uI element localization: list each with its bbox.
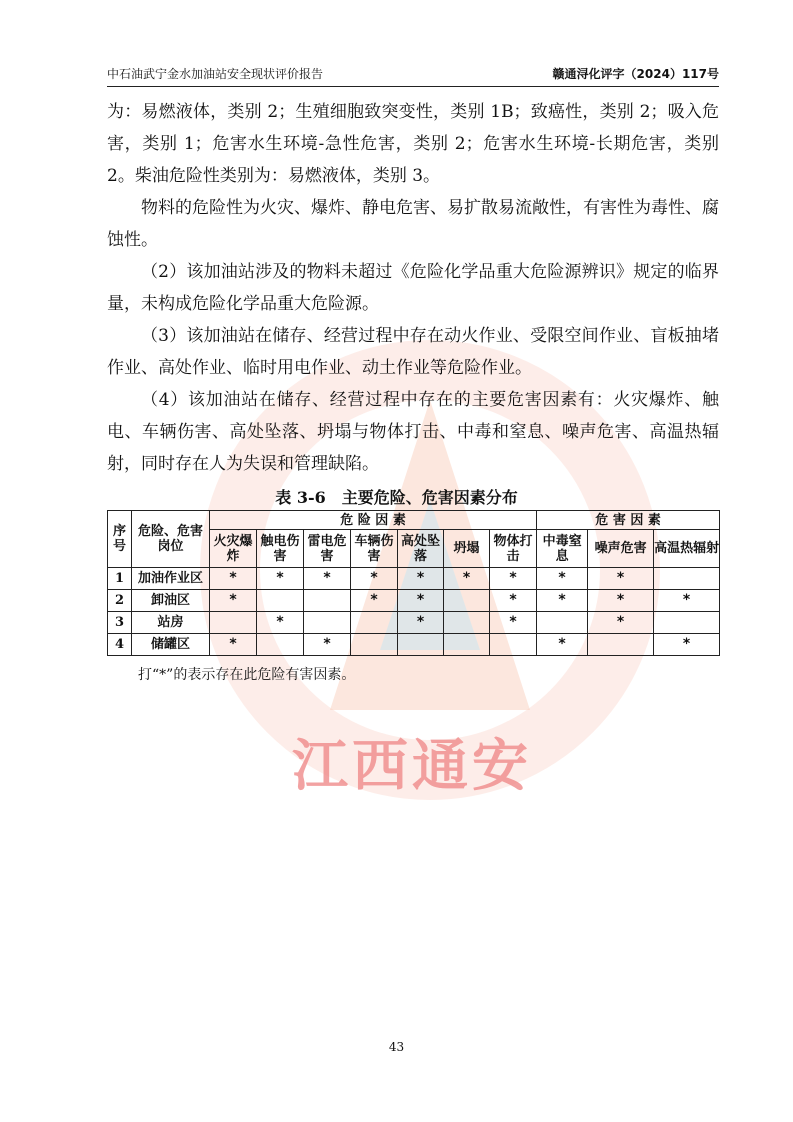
cell [654,568,720,590]
cell: * [537,590,588,612]
table-row [108,634,720,656]
table-row [108,568,720,590]
row-seq: 3 [108,612,132,634]
subheader: 坍塌 [444,530,490,568]
header-title: 中石油武宁金水加油站安全现状评价报告 [107,67,324,81]
cell: * [398,590,444,612]
cell: * [654,590,720,612]
cell [537,612,588,634]
subheader: 触电伤害 [257,530,304,568]
cell [444,612,490,634]
cell: * [210,590,257,612]
cell [654,612,720,634]
header-seq: 序号 [108,511,132,568]
table-row [108,612,720,634]
row-seq: 2 [108,590,132,612]
cell: * [257,568,304,590]
row-seq: 1 [108,568,132,590]
paragraph: （3）该加油站在储存、经营过程中存在动火作业、受限空间作业、盲板抽堵作业、高处作业、临时用电作业、动土作业等危险作业。 [107,326,719,378]
subheader: 车辆伤害 [351,530,398,568]
row-post: 加油作业区 [132,568,210,590]
subheader: 火灾爆炸 [210,530,257,568]
cell [351,634,398,656]
header-danger-group: 危 险 因 素 [210,511,537,530]
cell [304,612,351,634]
cell: * [210,568,257,590]
paragraph: 物料的危险性为火灾、爆炸、静电危害、易扩散易流敞性，有害性为毒性、腐蚀性。 [107,198,719,250]
subheader: 中毒窒息 [537,530,588,568]
cell: * [588,568,654,590]
cell [444,590,490,612]
cell: * [304,568,351,590]
header-doc-number: 赣通浔化评字（2024）117号 [552,67,719,81]
cell: * [490,568,537,590]
cell: * [351,590,398,612]
cell [257,590,304,612]
table-row [108,590,720,612]
subheader: 物体打击 [490,530,537,568]
row-post: 站房 [132,612,210,634]
hazard-table [107,510,720,656]
table-note: 打“*”的表示存在此危险有害因素。 [138,667,356,683]
page-number: 43 [388,1040,405,1054]
subheader: 高处坠落 [398,530,444,568]
cell: * [398,612,444,634]
cell [588,634,654,656]
page-header [107,66,719,87]
cell: * [537,634,588,656]
body-text [107,96,719,480]
table-caption: 表 3-6 主要危险、危害因素分布 [275,488,518,507]
paragraph: （4）该加油站在储存、经营过程中存在的主要危害因素有：火灾爆炸、触电、车辆伤害、高处坠落、坍塌与物体打击、中毒和窒息、噪声危害、高温热辐射，同时存在人为失误和管理缺陷。 [107,390,719,474]
row-seq: 4 [108,634,132,656]
cell: * [588,590,654,612]
cell: * [257,612,304,634]
cell [490,634,537,656]
cell: * [490,590,537,612]
subheader: 噪声危害 [588,530,654,568]
header-post: 危险、危害岗位 [132,511,210,568]
subheader: 雷电危害 [304,530,351,568]
cell [398,634,444,656]
cell: * [537,568,588,590]
cell: * [444,568,490,590]
row-post: 储罐区 [132,634,210,656]
cell [257,634,304,656]
header-harm-group: 危 害 因 素 [537,511,720,530]
cell [444,634,490,656]
cell: * [304,634,351,656]
row-post: 卸油区 [132,590,210,612]
watermark-text: 江西通安 [292,734,532,799]
subheader: 高温热辐射 [654,530,720,568]
paragraph: 为：易燃液体，类别 2；生殖细胞致突变性，类别 1B；致癌性，类别 2；吸入危害，类别 1；危害水生环境-急性危害，类别 2；危害水生环境-长期危害，类别 2。柴油危险性类别为：易燃液体，类别 3。 [107,102,719,186]
cell: * [490,612,537,634]
cell: * [654,634,720,656]
paragraph: （2）该加油站涉及的物料未超过《危险化学品重大危险源辨识》规定的临界量，未构成危险化学品重大危险源。 [107,262,719,314]
cell: * [210,634,257,656]
cell [210,612,257,634]
cell: * [588,612,654,634]
cell: * [351,568,398,590]
cell [304,590,351,612]
cell [351,612,398,634]
cell: * [398,568,444,590]
